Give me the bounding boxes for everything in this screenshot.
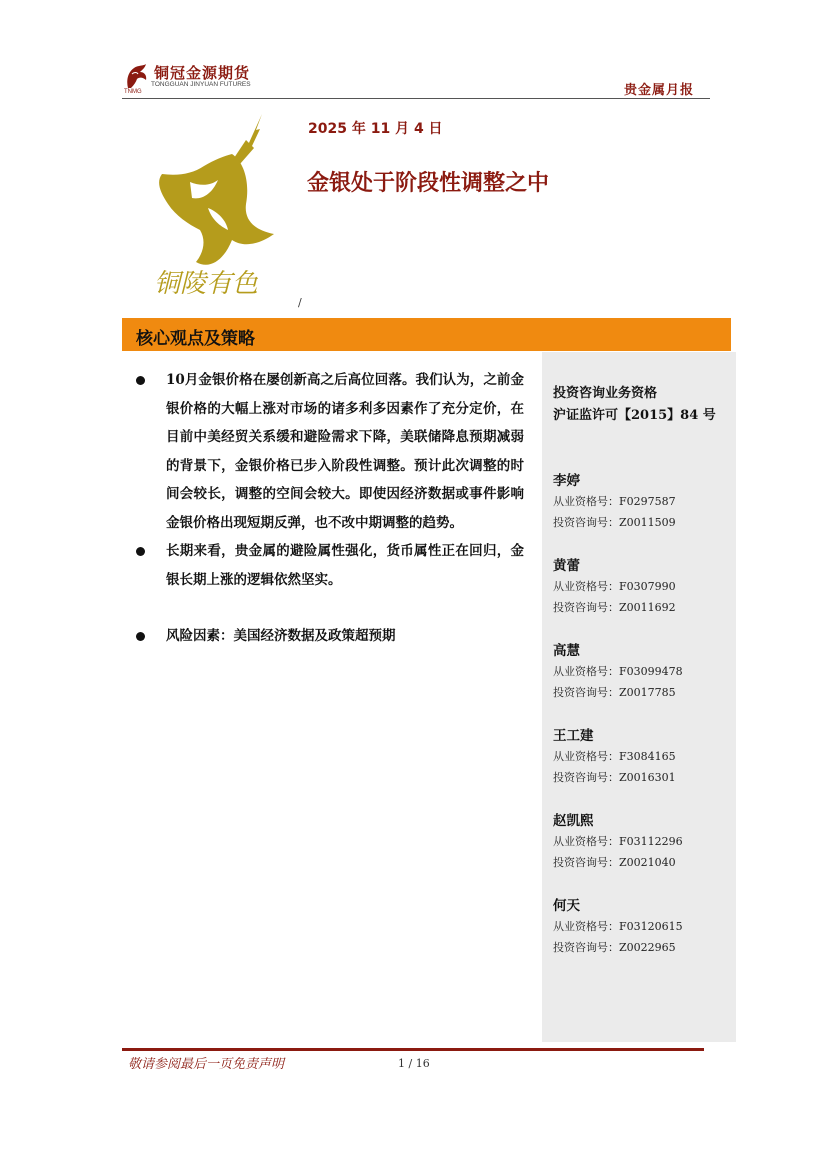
- bullet-dot-icon: [136, 632, 145, 641]
- emblem-image: [148, 112, 280, 302]
- analyst-cert-no: 从业资格号：F03099478: [553, 665, 683, 678]
- qualification-line-2: 沪证监许可【2015】84 号: [553, 408, 716, 423]
- analyst-card: [553, 811, 683, 873]
- key-point-text: 10月金银价格在屡创新高之后高位回落。我们认为，之前金银价格的大幅上涨对市场的诸多利多因素作了充分定价，在目前中美经贸关系缓和避险需求下降，美联储降息预期减弱的背景下，金银价格已步入阶段性调整。预计此次调整的时间会较长，调整的空间会较大。即使因经济数据或事件影响金银价格出现短期反弹，也不改中期调整的趋势。: [166, 372, 524, 531]
- report-type: 贵金属月报: [624, 83, 695, 98]
- key-points: [132, 366, 524, 651]
- analyst-name: 王工建: [553, 728, 594, 744]
- emblem-horse-icon: [148, 112, 280, 302]
- analyst-name: 李婷: [553, 473, 580, 489]
- bullet-dot-icon: [136, 547, 145, 556]
- emblem-calligraphy: 铜陵有色: [154, 269, 259, 299]
- analyst-name: 赵凯熙: [553, 813, 594, 829]
- analyst-card: [553, 896, 683, 958]
- analyst-consult-no: 投资咨询号：Z0021040: [553, 856, 676, 869]
- analyst-cert-no: 从业资格号：F3084165: [553, 750, 676, 763]
- analyst-cert-no: 从业资格号：F0307990: [553, 580, 676, 593]
- company-name-en: TONGGUAN JINYUAN FUTURES: [151, 81, 251, 88]
- key-point-text: 风险因素：美国经济数据及政策超预期: [166, 628, 396, 644]
- footer-divider: [122, 1048, 704, 1051]
- analyst-name: 何天: [553, 898, 580, 914]
- qualification-block: [553, 383, 716, 427]
- header-divider: [122, 98, 710, 99]
- analyst-card: [553, 556, 676, 618]
- bullet-dot-icon: [136, 376, 145, 385]
- key-point-text: 长期来看，贵金属的避险属性强化，货币属性正在回归，金银长期上涨的逻辑依然坚实。: [166, 543, 524, 588]
- analyst-name: 高慧: [553, 643, 580, 659]
- analyst-cert-no: 从业资格号：F03112296: [553, 835, 683, 848]
- key-point-item: [132, 622, 524, 651]
- analyst-cert-no: 从业资格号：F0297587: [553, 495, 676, 508]
- company-name-cn: 铜冠金源期货: [154, 64, 251, 82]
- qualification-line-1: 投资咨询业务资格: [553, 386, 658, 401]
- page-number: 1 / 16: [398, 1057, 430, 1070]
- slash-mark: /: [298, 296, 302, 309]
- analyst-name: 黄蕾: [553, 558, 580, 574]
- analyst-cert-no: 从业资格号：F03120615: [553, 920, 683, 933]
- analyst-consult-no: 投资咨询号：Z0017785: [553, 686, 676, 699]
- company-abbr: TNMG: [124, 89, 142, 95]
- analyst-consult-no: 投资咨询号：Z0016301: [553, 771, 676, 784]
- analyst-card: [553, 726, 676, 788]
- key-point-item: [132, 537, 524, 594]
- report-date: 2025 年 11 月 4 日: [308, 121, 443, 137]
- key-point-item: [132, 366, 524, 537]
- analyst-consult-no: 投资咨询号：Z0011509: [553, 516, 676, 529]
- disclaimer-link[interactable]: 敬请参阅最后一页免责声明: [128, 1057, 285, 1072]
- analyst-consult-no: 投资咨询号：Z0011692: [553, 601, 676, 614]
- analyst-consult-no: 投资咨询号：Z0022965: [553, 941, 676, 954]
- analyst-card: [553, 471, 676, 533]
- section-title: 核心观点及策略: [136, 329, 255, 349]
- analyst-card: [553, 641, 683, 703]
- report-title: 金银处于阶段性调整之中: [307, 171, 550, 196]
